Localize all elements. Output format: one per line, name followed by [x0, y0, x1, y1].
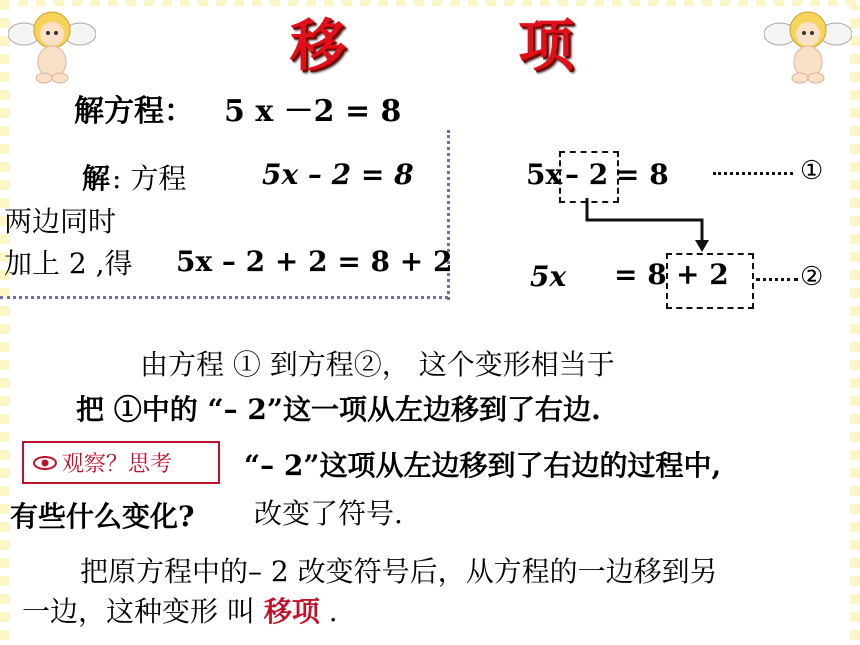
problem-equation: 5 x －2 = 8: [224, 94, 402, 129]
marker-2: ②: [800, 262, 824, 292]
marker-1: ①: [800, 156, 824, 186]
leader-line-1: [713, 172, 793, 175]
angel-right-icon: [764, 4, 852, 84]
title-char-2: 项: [518, 14, 574, 79]
decorative-border-right: [850, 0, 860, 645]
observe-answer: 改变了符号.: [254, 497, 403, 530]
diagram-eq2-box: + 2: [676, 258, 729, 291]
diagram-eq1-right: = 8: [616, 158, 669, 191]
solution-line3: 加上 2 ,得: [4, 247, 133, 280]
explanation-line1: 由方程 ① 到方程②， 这个变形相当于: [140, 348, 615, 381]
solution-prefix: 解: [82, 162, 111, 195]
diagram-eq1-left: 5x: [526, 158, 563, 191]
observe-think-button[interactable]: [22, 441, 220, 484]
diagram-eq2-left: 5x: [530, 260, 567, 293]
solution-intro: : 方程: [112, 162, 187, 195]
observe-think-label: 观察？思考: [62, 452, 173, 477]
observe-question-2: 有些什么变化?: [10, 500, 195, 533]
decorative-border-left: [0, 0, 10, 645]
solution-divider-horizontal: [0, 296, 448, 299]
explanation-line2: 把 ①中的 “– 2”这一项从左边移到了右边.: [76, 393, 601, 426]
definition-line2: [22, 590, 338, 630]
decorative-border-top: [0, 0, 860, 6]
diagram-eq1-box: – 2: [565, 158, 609, 191]
definition-line1: 把原方程中的– 2 改变符号后，从方程的一边移到另: [80, 555, 718, 588]
diagram-eq2-mid: = 8: [614, 258, 667, 291]
observe-question: “– 2”这项从左边移到了右边的过程中,: [244, 449, 722, 482]
solution-line2: 两边同时: [4, 205, 117, 238]
arrow-icon: [580, 198, 710, 254]
problem-label: 解方程：: [74, 94, 194, 129]
leader-line-2: [756, 278, 798, 281]
eye-icon: [32, 455, 58, 471]
definition-line2-suffix: .: [328, 595, 338, 628]
definition-term: 移项: [263, 595, 320, 628]
title-char-1: 移: [290, 14, 346, 79]
definition-line2-prefix: 一边，这种变形 叫: [22, 595, 255, 628]
angel-left-icon: [8, 4, 96, 84]
solution-eq2: 5x – 2 + 2 = 8 + 2: [176, 245, 453, 278]
solution-eq1: 5x – 2 = 8: [262, 158, 414, 191]
